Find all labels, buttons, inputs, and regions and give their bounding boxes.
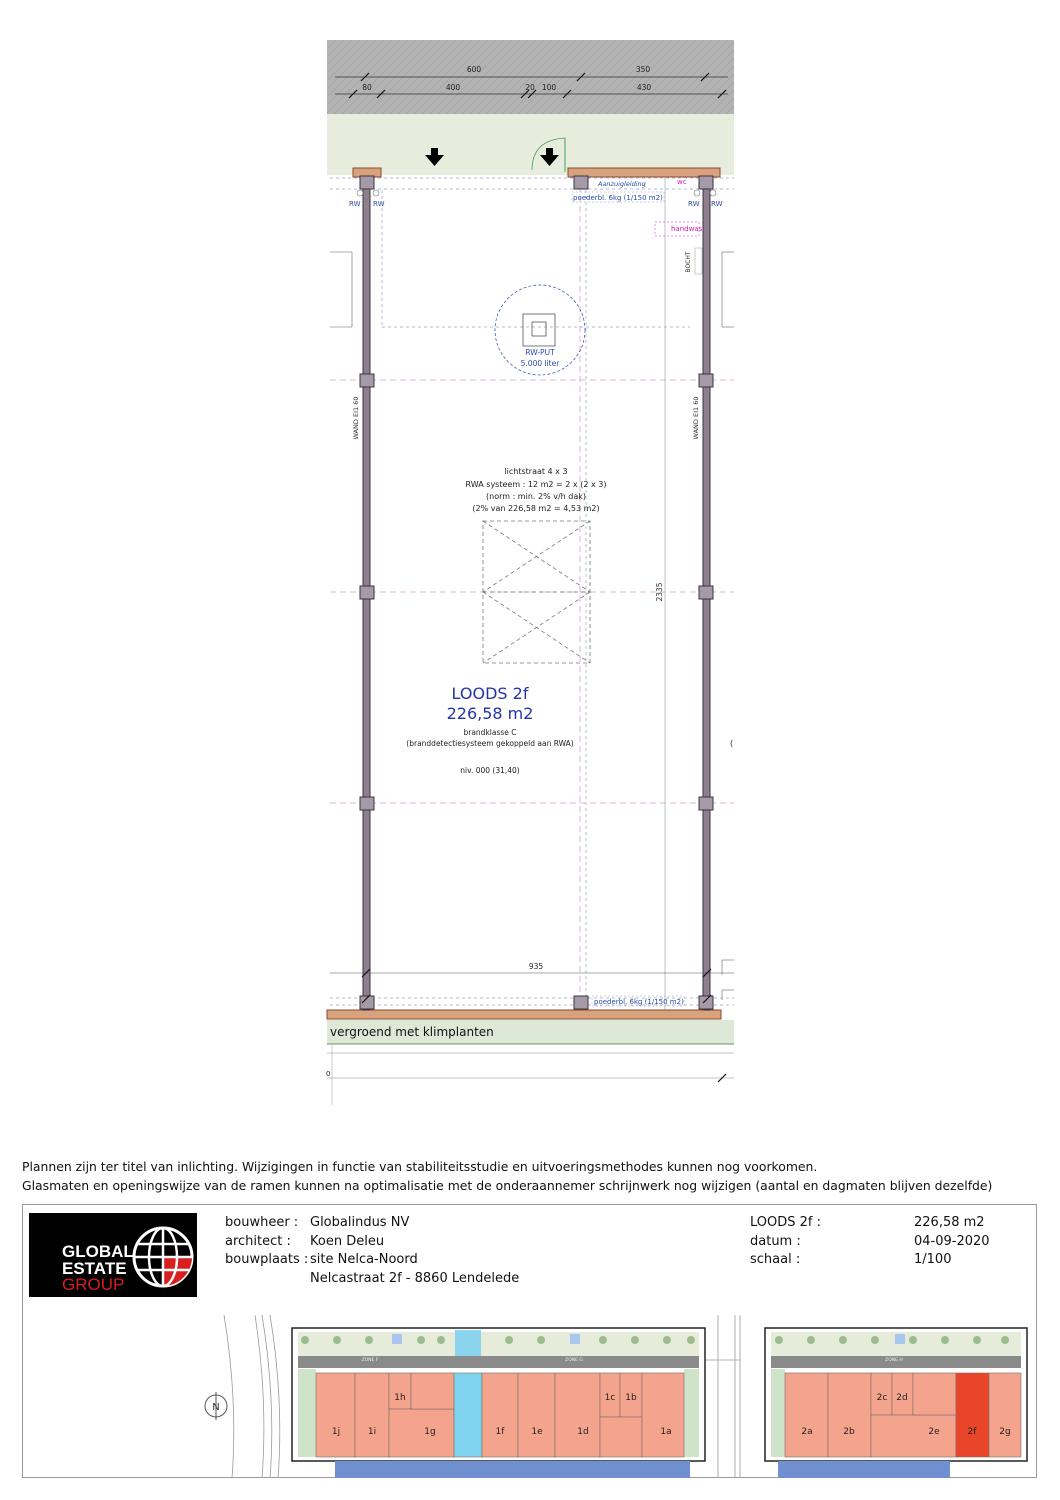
column bbox=[699, 797, 713, 810]
skylight-text: (2% van 226,58 m2 = 4,53 m2) bbox=[472, 504, 600, 513]
fire-detection: (branddetectiesysteem gekoppeld aan RWA) bbox=[406, 739, 574, 748]
unit-label: 1b bbox=[625, 1393, 637, 1403]
dim-zero: 0 bbox=[326, 1070, 331, 1078]
logo-line: GLOBAL bbox=[62, 1242, 134, 1261]
unit-label: 2c bbox=[876, 1393, 888, 1403]
paren-right: ( bbox=[730, 739, 734, 748]
room-name: LOODS 2f bbox=[451, 684, 529, 703]
column bbox=[360, 374, 374, 387]
skylight-text: RWA systeem : 12 m2 = 2 x (2 x 3) bbox=[465, 480, 607, 489]
column bbox=[699, 176, 713, 189]
unit-label: 2d bbox=[896, 1393, 908, 1403]
dim-400: 400 bbox=[445, 83, 461, 92]
dim-350: 350 bbox=[635, 65, 651, 74]
unit-label: 1f bbox=[495, 1427, 505, 1437]
zone-h-label: ZONE H bbox=[885, 1358, 903, 1363]
wall-left-label: WAND EI1 60 bbox=[352, 396, 360, 440]
bottom-beam bbox=[327, 1010, 721, 1019]
logo-text bbox=[62, 1244, 134, 1294]
column bbox=[360, 176, 374, 189]
unit-label: 2f bbox=[967, 1427, 977, 1437]
unit-2f bbox=[956, 1373, 989, 1457]
rw-label: RW bbox=[373, 200, 385, 208]
rw-label: RW bbox=[711, 200, 723, 208]
column bbox=[360, 797, 374, 810]
unit-2a bbox=[785, 1373, 828, 1457]
unit-label: 1j bbox=[331, 1427, 341, 1437]
zone-f-label: ZONE F bbox=[361, 1358, 379, 1363]
unit-label: 2b bbox=[843, 1427, 855, 1437]
handwas-label: handwas bbox=[671, 225, 703, 233]
architect-value: Koen Deleu bbox=[310, 1234, 385, 1249]
north-arrow-icon bbox=[205, 1392, 227, 1420]
column bbox=[699, 586, 713, 599]
unit-label: 2g bbox=[999, 1427, 1011, 1437]
logo-line: ESTATE bbox=[62, 1258, 127, 1278]
dim-100: 100 bbox=[541, 83, 557, 92]
dim-430: 430 bbox=[636, 83, 652, 92]
bouwplaats-value: site Nelca-Noord bbox=[310, 1252, 418, 1267]
column bbox=[574, 176, 588, 189]
level: niv. 000 (31,40) bbox=[460, 766, 520, 775]
front-yard bbox=[327, 114, 734, 175]
column bbox=[699, 996, 713, 1009]
unit-2b bbox=[828, 1373, 871, 1457]
unit-label: 2e bbox=[928, 1427, 940, 1437]
rw-put-label: RW-PUT bbox=[525, 348, 555, 357]
key-plan bbox=[0, 1300, 1060, 1500]
unit-label: 1h bbox=[394, 1393, 406, 1403]
wall-right-label: WAND EI1 60 bbox=[692, 396, 700, 440]
room-area: 226,58 m2 bbox=[446, 704, 534, 723]
unit-label: 1g bbox=[424, 1427, 436, 1437]
datum-label: datum : bbox=[750, 1234, 801, 1249]
unit-label: 1d bbox=[577, 1427, 589, 1437]
logo-line: GROUP bbox=[62, 1275, 125, 1294]
dim-600: 600 bbox=[466, 65, 482, 74]
water-channel bbox=[454, 1373, 482, 1457]
unit-1d bbox=[555, 1373, 600, 1457]
unit-label: 1e bbox=[531, 1427, 543, 1437]
green-strip-label: vergroend met klimplanten bbox=[330, 1025, 494, 1039]
unit-value: 226,58 m2 bbox=[914, 1215, 985, 1230]
fire-class: brandklasse C bbox=[463, 728, 517, 737]
unit-1j bbox=[316, 1373, 355, 1457]
schaal-value: 1/100 bbox=[914, 1252, 952, 1267]
rw-put-volume: 5.000 liter bbox=[520, 359, 560, 368]
note-line-1: Plannen zijn ter titel van inlichting. Wijzigingen in functie van stabiliteitsstudie en uitvoeringsmethodes kunnen nog voorkomen. bbox=[22, 1159, 818, 1174]
bouwheer-label: bouwheer : bbox=[225, 1215, 299, 1230]
unit-label: 1a bbox=[660, 1427, 672, 1437]
column bbox=[360, 586, 374, 599]
unit-1i bbox=[355, 1373, 389, 1457]
note-line-2: Glasmaten en openingswijze van de ramen kunnen na optimalisatie met de onderaannemer schrijnwerk nog wijzigen (aantal en dagmaten blijven dezelfde) bbox=[22, 1178, 993, 1193]
unit-1g bbox=[389, 1409, 454, 1457]
globe-icon bbox=[132, 1226, 194, 1288]
skylight-text: (norm : min. 2% v/h dak) bbox=[486, 492, 586, 501]
bouwheer-value: Globalindus NV bbox=[310, 1215, 410, 1230]
unit-1h bbox=[389, 1373, 411, 1409]
skylight-text: lichtstraat 4 x 3 bbox=[504, 467, 568, 476]
rw-label: RW bbox=[688, 200, 700, 208]
road-strip bbox=[298, 1356, 699, 1368]
unit-2e bbox=[871, 1415, 956, 1457]
bouwplaats-label: bouwplaats : bbox=[225, 1252, 309, 1267]
dim-vertical: 2335 bbox=[655, 582, 664, 602]
unit-label: 1c bbox=[604, 1393, 616, 1403]
schaal-label: schaal : bbox=[750, 1252, 801, 1267]
blue-strip bbox=[335, 1461, 690, 1478]
column bbox=[699, 374, 713, 387]
top-beam-right bbox=[568, 168, 720, 177]
unit-1f bbox=[482, 1373, 518, 1457]
unit-label: 1i bbox=[367, 1427, 377, 1437]
unit-2g bbox=[989, 1373, 1021, 1457]
blue-strip bbox=[778, 1461, 950, 1478]
dim-bottom: 935 bbox=[528, 962, 544, 971]
address: Nelcastraat 2f - 8860 Lendelede bbox=[310, 1271, 520, 1286]
wc-label: wc bbox=[677, 178, 687, 186]
global-estate-group-logo bbox=[29, 1213, 197, 1297]
datum-value: 04-09-2020 bbox=[914, 1234, 990, 1249]
poederblusser-label: poederbl. 6kg (1/150 m2) bbox=[573, 194, 663, 202]
architect-label: architect : bbox=[225, 1234, 291, 1249]
zone-g-label: ZONE G bbox=[565, 1358, 583, 1363]
unit-1a bbox=[642, 1373, 684, 1457]
bocht-label: BOCHT bbox=[685, 251, 692, 273]
poederblusser-bottom: poederbl. 6kg (1/150 m2) bbox=[594, 998, 684, 1006]
rw-label: RW bbox=[349, 200, 361, 208]
dim-20: 20 bbox=[525, 83, 535, 92]
unit-label: 2a bbox=[801, 1427, 813, 1437]
aanzuigleiding-label: Aanzuigleiding bbox=[598, 180, 646, 188]
dim-80: 80 bbox=[362, 83, 372, 92]
column bbox=[574, 996, 588, 1009]
north-label: N bbox=[212, 1402, 220, 1413]
unit-1e bbox=[518, 1373, 555, 1457]
unit-label: LOODS 2f : bbox=[750, 1215, 821, 1230]
